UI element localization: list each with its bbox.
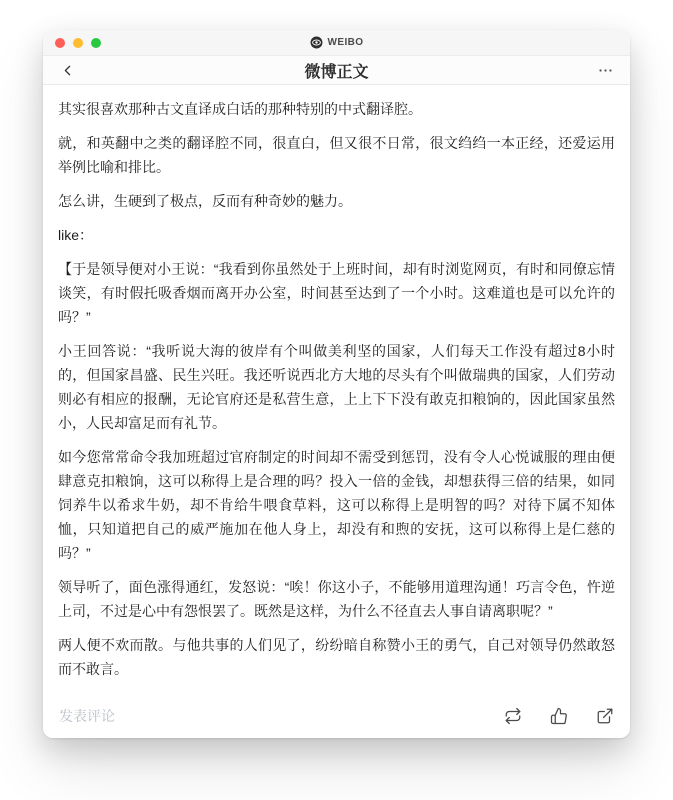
weibo-logo-icon — [310, 36, 323, 49]
post-paragraph: 两人便不欢而散。与他共事的人们见了，纷纷暗自称赞小王的勇气，自己对领导仍然敢怒而不敢言。 — [58, 637, 615, 677]
post-paragraph — [58, 691, 615, 693]
app-name: WEIBO — [327, 37, 364, 48]
post-content — [43, 85, 630, 693]
minimize-window-button[interactable] — [73, 38, 83, 48]
weibo-window — [43, 30, 630, 738]
post-paragraph: 怎么讲，生硬到了极点，反而有种奇妙的魅力。 — [58, 193, 352, 209]
share-icon — [596, 707, 614, 725]
post-paragraph: 如今您常常命令我加班超过官府制定的时间却不需受到惩罚，没有令人心悦诚服的理由便肆意克扣粮饷，这可以称得上是合理的吗？投入一倍的金钱，却想获得三倍的结果，如同饲养牛以希求牛奶，却不肯给牛喂食草料，这可以称得上是明智的吗？对待下属不知体恤，只知道把自己的威严施加在他人身上，却没有和煦的安抚，这可以称得上是仁慈的吗？” — [58, 449, 615, 561]
navbar — [43, 56, 630, 85]
post-paragraph: 【于是领导便对小王说：“我看到你虽然处于上班时间，却有时浏览网页，有时和同僚忘情谈笑，有时假托吸香烟而离开办公室，时间甚至达到了一个小时。这难道也是可以允许的吗？” — [58, 261, 615, 325]
comment-bar — [43, 694, 630, 738]
post-paragraph: 就，和英翻中之类的翻译腔不同，很直白，但又很不日常，很文绉绉一本正经，还爱运用举例比喻和排比。 — [58, 135, 615, 175]
chevron-left-icon — [59, 62, 76, 79]
titlebar — [43, 30, 630, 56]
brand — [43, 36, 630, 49]
traffic-lights — [55, 38, 101, 48]
comment-input[interactable]: 发表评论 — [59, 708, 115, 724]
back-button[interactable] — [57, 60, 78, 81]
post-paragraph: 领导听了，面色涨得通红，发怒说：“唉！你这小子，不能够用道理沟通！巧言令色，忤逆上司，不过是心中有怨恨罢了。既然是这样，为什么不径直去人事自请离职呢？” — [58, 579, 615, 619]
post-paragraph: like： — [58, 227, 94, 243]
share-button[interactable] — [596, 707, 614, 725]
ellipsis-icon — [597, 62, 614, 79]
repost-icon — [504, 707, 522, 725]
zoom-window-button[interactable] — [91, 38, 101, 48]
page-title: 微博正文 — [304, 63, 369, 81]
like-button[interactable] — [550, 707, 568, 725]
post-actions — [504, 707, 614, 725]
thumbs-up-icon — [550, 707, 568, 725]
post-paragraph: 其实很喜欢那种古文直译成白话的那种特别的中式翻译腔。 — [58, 101, 422, 117]
repost-button[interactable] — [504, 707, 522, 725]
more-button[interactable] — [595, 60, 616, 81]
close-window-button[interactable] — [55, 38, 65, 48]
post-paragraph: 小王回答说：“我听说大海的彼岸有个叫做美利坚的国家，人们每天工作没有超过8小时的，但国家昌盛、民生兴旺。我还听说西北方大地的尽头有个叫做瑞典的国家，人们劳动则必有相应的报酬，无论官府还是私营生意，上上下下没有敢克扣粮饷的，因此国家虽然小，人民却富足而有礼节。 — [58, 343, 615, 431]
